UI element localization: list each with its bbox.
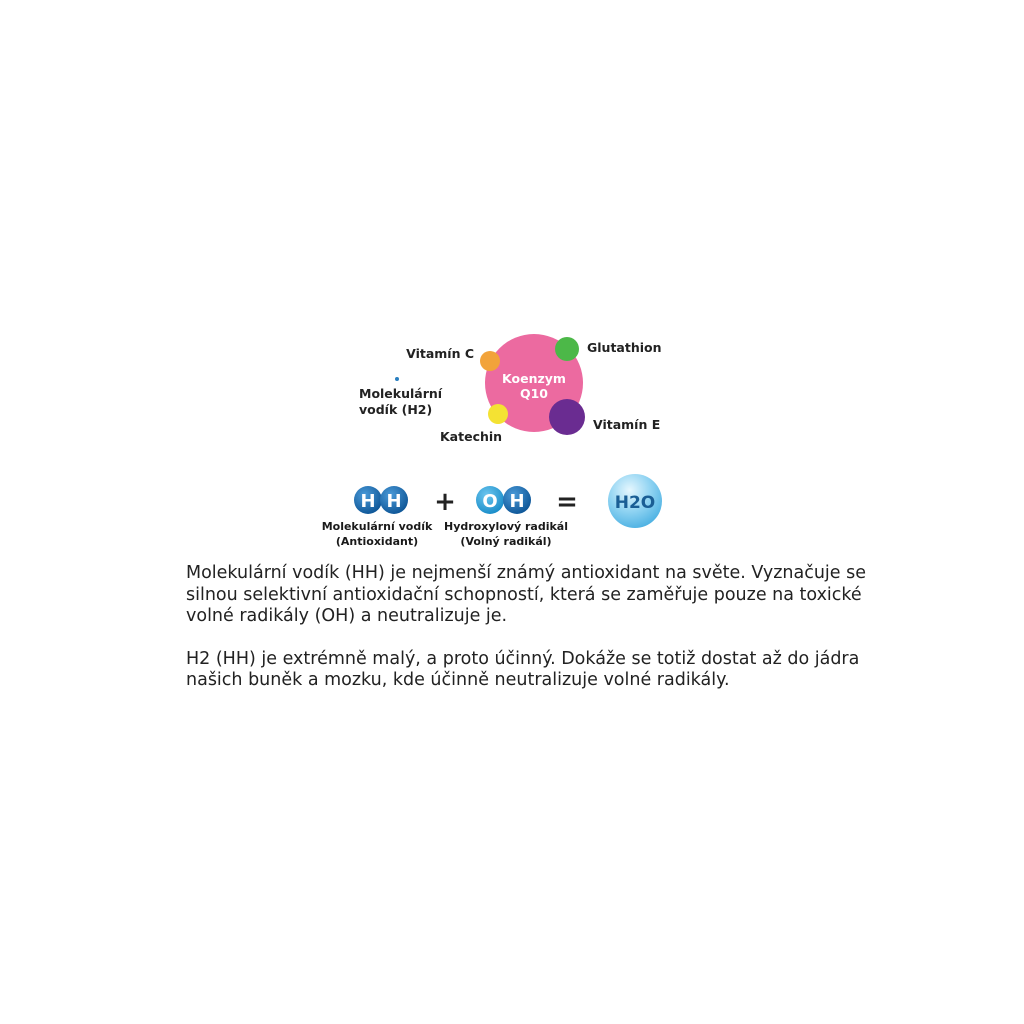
vitamin-c-dot <box>480 351 500 371</box>
hydrogen-atom-1-label: H <box>360 491 376 512</box>
coenzyme-label-line1: Koenzym <box>502 371 566 386</box>
vitamin-e-dot <box>549 399 585 435</box>
hydrogen-atom-2-label: H <box>386 491 402 512</box>
equals-sign: = <box>556 487 578 517</box>
oh-caption-line2: (Volný radikál) <box>460 535 552 548</box>
description-paragraph-2: H2 (HH) je extrémně malý, a proto účinný. Dokáže se totiž dostat až do jádra našich buněk a mozku, kde účinně neutralizuje volné radikály. <box>186 648 860 690</box>
h2-label-line2: vodík (H2) <box>359 402 433 417</box>
vitamin-c-label: Vitamín C <box>406 346 474 361</box>
h2-label-line1: Molekulární <box>359 386 443 401</box>
plus-sign: + <box>434 487 456 517</box>
hydrogen-atom-3-label: H <box>509 491 525 512</box>
h2-caption-line1: Molekulární vodík <box>321 520 433 533</box>
vitamin-e-label: Vitamín E <box>593 417 661 432</box>
oh-caption-line1: Hydroxylový radikál <box>444 520 568 533</box>
oxygen-atom-label: O <box>482 491 498 512</box>
description-paragraph-1: Molekulární vodík (HH) je nejmenší známý antioxidant na světe. Vyznačuje se silnou selektivní antioxidační schopností, která se zaměřuje pouze na toxické volné radikály (OH) a neutralizuje je. <box>186 563 866 626</box>
glutathion-label: Glutathion <box>587 340 662 355</box>
glutathion-dot <box>555 337 579 361</box>
description-text <box>186 563 866 713</box>
coenzyme-label-line2: Q10 <box>519 386 549 401</box>
katechin-label: Katechin <box>440 429 503 444</box>
water-molecule-label: H2O <box>614 493 656 513</box>
h2-dot <box>395 377 399 381</box>
h2-caption-line2: (Antioxidant) <box>335 535 419 548</box>
katechin-dot <box>488 404 508 424</box>
